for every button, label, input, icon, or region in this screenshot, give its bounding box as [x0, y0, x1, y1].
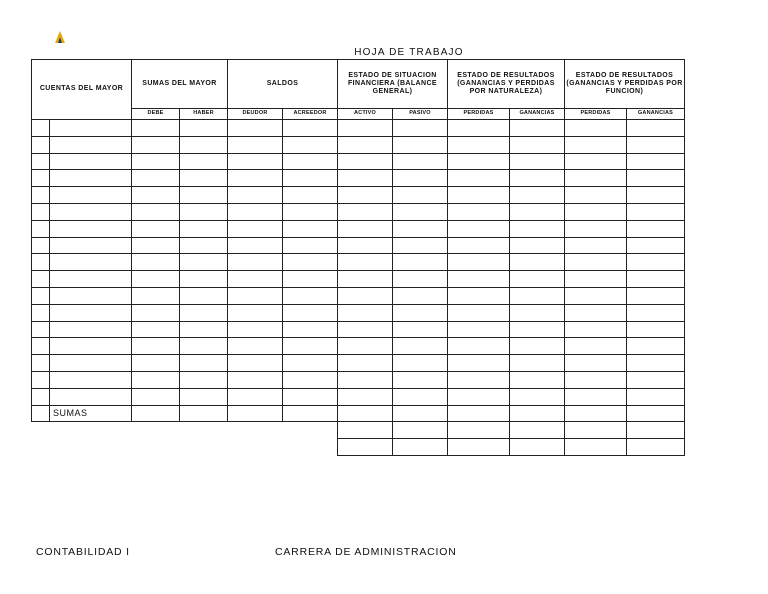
empty-space: [32, 439, 50, 456]
subheader-acreedor: ACREEDOR: [283, 109, 338, 120]
table-cell[interactable]: [448, 203, 510, 220]
table-cell[interactable]: [180, 220, 228, 237]
table-cell[interactable]: [510, 271, 565, 288]
table-cell[interactable]: [338, 287, 393, 304]
table-cell[interactable]: [228, 388, 283, 405]
table-cell[interactable]: [228, 304, 283, 321]
table-row: [32, 120, 685, 137]
table-cell[interactable]: [32, 271, 50, 288]
table-cell[interactable]: [627, 220, 685, 237]
empty-space: [180, 422, 228, 439]
table-cell[interactable]: [228, 355, 283, 372]
table-cell[interactable]: [283, 338, 338, 355]
table-cell[interactable]: [627, 287, 685, 304]
table-cell[interactable]: [393, 304, 448, 321]
table-cell[interactable]: [50, 136, 132, 153]
table-cell[interactable]: [565, 220, 627, 237]
empty-space: [50, 439, 132, 456]
table-cell[interactable]: [228, 187, 283, 204]
table-cell[interactable]: [627, 422, 685, 439]
table-cell[interactable]: [627, 388, 685, 405]
table-cell[interactable]: [50, 120, 132, 137]
table-cell[interactable]: [180, 271, 228, 288]
table-cell[interactable]: [228, 405, 283, 422]
table-cell[interactable]: [32, 287, 50, 304]
table-cell[interactable]: [180, 187, 228, 204]
table-cell[interactable]: [565, 153, 627, 170]
empty-space: [132, 422, 180, 439]
table-cell[interactable]: [627, 153, 685, 170]
table-cell[interactable]: [510, 355, 565, 372]
table-cell[interactable]: [448, 187, 510, 204]
table-cell[interactable]: [393, 388, 448, 405]
header-resultados-naturaleza: ESTADO DE RESULTADOS (GANANCIAS Y PERDIDAS POR NATURALEZA): [448, 60, 565, 109]
table-cell[interactable]: [393, 187, 448, 204]
table-cell[interactable]: [132, 220, 180, 237]
table-cell[interactable]: [32, 120, 50, 137]
table-cell[interactable]: [50, 304, 132, 321]
table-cell[interactable]: [50, 153, 132, 170]
table-cell[interactable]: [510, 254, 565, 271]
table-cell[interactable]: [393, 170, 448, 187]
table-cell[interactable]: [565, 120, 627, 137]
table-cell[interactable]: [565, 355, 627, 372]
table-cell[interactable]: [180, 254, 228, 271]
table-cell[interactable]: [393, 237, 448, 254]
table-cell[interactable]: [180, 287, 228, 304]
table-cell[interactable]: [627, 355, 685, 372]
table-cell[interactable]: [338, 371, 393, 388]
table-cell[interactable]: [627, 439, 685, 456]
table-cell[interactable]: [627, 136, 685, 153]
table-cell[interactable]: [32, 220, 50, 237]
table-cell[interactable]: [132, 405, 180, 422]
table-cell[interactable]: [565, 203, 627, 220]
table-cell[interactable]: [283, 170, 338, 187]
table-cell[interactable]: [180, 136, 228, 153]
sumas-row: [32, 405, 685, 422]
header-cuentas: CUENTAS DEL MAYOR: [32, 60, 132, 120]
table-cell[interactable]: [50, 338, 132, 355]
table-cell[interactable]: [627, 120, 685, 137]
table-cell[interactable]: [510, 136, 565, 153]
table-cell[interactable]: [510, 405, 565, 422]
table-row: [32, 153, 685, 170]
table-cell[interactable]: [448, 220, 510, 237]
table-cell[interactable]: [565, 170, 627, 187]
table-row: [32, 170, 685, 187]
table-cell[interactable]: [50, 287, 132, 304]
table-cell[interactable]: [448, 388, 510, 405]
subheader-pasivo: PASIVO: [393, 109, 448, 120]
table-cell[interactable]: [510, 153, 565, 170]
table-cell[interactable]: [50, 203, 132, 220]
table-cell[interactable]: [283, 136, 338, 153]
table-cell[interactable]: [565, 439, 627, 456]
footer-course: CONTABILIDAD I: [36, 546, 130, 558]
table-cell[interactable]: [50, 321, 132, 338]
table-cell[interactable]: [627, 170, 685, 187]
table-cell[interactable]: [283, 287, 338, 304]
table-cell[interactable]: [510, 220, 565, 237]
table-cell[interactable]: [32, 321, 50, 338]
table-cell[interactable]: [448, 271, 510, 288]
table-cell[interactable]: [627, 321, 685, 338]
empty-space: [32, 422, 50, 439]
table-cell[interactable]: [228, 120, 283, 137]
table-cell[interactable]: [228, 287, 283, 304]
table-cell[interactable]: [132, 321, 180, 338]
table-cell[interactable]: [393, 355, 448, 372]
table-cell[interactable]: [50, 187, 132, 204]
table-cell[interactable]: [448, 338, 510, 355]
worksheet-table: [31, 59, 685, 456]
table-cell[interactable]: [32, 388, 50, 405]
table-cell[interactable]: [32, 338, 50, 355]
table-cell[interactable]: [283, 321, 338, 338]
table-cell[interactable]: [283, 254, 338, 271]
document-title: HOJA DE TRABAJO: [354, 47, 464, 58]
table-cell[interactable]: [448, 120, 510, 137]
table-cell[interactable]: [228, 371, 283, 388]
table-cell[interactable]: [565, 388, 627, 405]
table-cell[interactable]: [132, 355, 180, 372]
table-cell[interactable]: [448, 405, 510, 422]
subheader-perdidas-naturaleza: PERDIDAS: [448, 109, 510, 120]
table-cell[interactable]: [627, 405, 685, 422]
table-cell[interactable]: [338, 237, 393, 254]
subheader-debe: DEBE: [132, 109, 180, 120]
table-cell[interactable]: [338, 153, 393, 170]
table-cell[interactable]: [510, 170, 565, 187]
table-cell[interactable]: [180, 371, 228, 388]
table-cell[interactable]: [283, 304, 338, 321]
table-cell[interactable]: [50, 254, 132, 271]
table-row: [32, 271, 685, 288]
table-cell[interactable]: [565, 237, 627, 254]
table-cell[interactable]: [132, 271, 180, 288]
table-cell[interactable]: [283, 371, 338, 388]
table-cell[interactable]: [448, 439, 510, 456]
table-cell[interactable]: [448, 355, 510, 372]
table-cell[interactable]: [510, 338, 565, 355]
table-row: [32, 371, 685, 388]
table-cell[interactable]: [283, 203, 338, 220]
table-cell[interactable]: [32, 371, 50, 388]
table-cell[interactable]: [132, 388, 180, 405]
table-cell[interactable]: [338, 388, 393, 405]
subheader-activo: ACTIVO: [338, 109, 393, 120]
table-row: [32, 388, 685, 405]
table-cell[interactable]: [180, 388, 228, 405]
table-cell[interactable]: [510, 388, 565, 405]
subheader-ganancias-naturaleza: GANANCIAS: [510, 109, 565, 120]
table-cell[interactable]: [228, 170, 283, 187]
subheader-perdidas-funcion: PERDIDAS: [565, 109, 627, 120]
table-cell[interactable]: [228, 237, 283, 254]
table-cell[interactable]: [132, 120, 180, 137]
table-cell[interactable]: [283, 153, 338, 170]
table-cell[interactable]: [132, 304, 180, 321]
table-cell[interactable]: [283, 388, 338, 405]
empty-space: [283, 422, 338, 439]
table-cell[interactable]: [32, 203, 50, 220]
table-cell[interactable]: [627, 371, 685, 388]
table-row: [32, 220, 685, 237]
table-cell[interactable]: [338, 220, 393, 237]
table-cell[interactable]: [338, 422, 393, 439]
table-row: [32, 338, 685, 355]
table-cell[interactable]: [132, 136, 180, 153]
table-cell[interactable]: [565, 187, 627, 204]
empty-space: [180, 439, 228, 456]
table-cell[interactable]: [180, 237, 228, 254]
table-cell[interactable]: [132, 170, 180, 187]
table-cell[interactable]: [393, 338, 448, 355]
table-cell[interactable]: [283, 237, 338, 254]
table-cell[interactable]: [393, 371, 448, 388]
table-cell[interactable]: [32, 405, 50, 422]
table-cell[interactable]: [393, 439, 448, 456]
table-cell[interactable]: [565, 304, 627, 321]
table-cell[interactable]: [565, 422, 627, 439]
table-cell[interactable]: [565, 371, 627, 388]
table-cell[interactable]: [565, 136, 627, 153]
table-cell[interactable]: [565, 321, 627, 338]
table-cell[interactable]: [132, 187, 180, 204]
table-cell[interactable]: [565, 254, 627, 271]
subheader-deudor: DEUDOR: [228, 109, 283, 120]
table-cell[interactable]: [627, 304, 685, 321]
table-cell[interactable]: [627, 254, 685, 271]
subheader-haber: HABER: [180, 109, 228, 120]
table-cell[interactable]: [32, 237, 50, 254]
table-cell[interactable]: [50, 271, 132, 288]
footer-career: CARRERA DE ADMINISTRACION: [275, 546, 457, 558]
table-cell[interactable]: [338, 304, 393, 321]
table-cell[interactable]: [510, 304, 565, 321]
table-cell[interactable]: [50, 371, 132, 388]
table-cell[interactable]: [132, 338, 180, 355]
table-cell[interactable]: [338, 355, 393, 372]
table-row: [32, 187, 685, 204]
table-cell[interactable]: [448, 371, 510, 388]
table-cell[interactable]: [510, 287, 565, 304]
table-cell[interactable]: [393, 254, 448, 271]
header-sumas: SUMAS DEL MAYOR: [132, 60, 228, 109]
table-row: [32, 321, 685, 338]
table-cell[interactable]: [283, 187, 338, 204]
table-cell[interactable]: [448, 422, 510, 439]
table-cell[interactable]: [283, 355, 338, 372]
table-cell[interactable]: [448, 237, 510, 254]
table-cell[interactable]: [228, 136, 283, 153]
table-cell[interactable]: [32, 304, 50, 321]
table-cell[interactable]: [32, 136, 50, 153]
table-cell[interactable]: [283, 120, 338, 137]
totals-row: [32, 439, 685, 456]
table-cell[interactable]: [180, 355, 228, 372]
table-cell[interactable]: [338, 187, 393, 204]
table-cell[interactable]: [132, 237, 180, 254]
empty-space: [228, 439, 283, 456]
table-cell[interactable]: [228, 254, 283, 271]
table-cell[interactable]: [338, 405, 393, 422]
table-cell[interactable]: [448, 287, 510, 304]
table-cell[interactable]: [510, 371, 565, 388]
totals-row: [32, 422, 685, 439]
table-cell[interactable]: [393, 271, 448, 288]
table-row: [32, 203, 685, 220]
table-cell[interactable]: [565, 287, 627, 304]
table-cell[interactable]: [132, 254, 180, 271]
table-cell[interactable]: [50, 220, 132, 237]
table-cell[interactable]: [283, 271, 338, 288]
table-cell[interactable]: [180, 338, 228, 355]
table-cell[interactable]: [50, 355, 132, 372]
empty-space: [283, 439, 338, 456]
empty-space: [132, 439, 180, 456]
table-cell[interactable]: [510, 439, 565, 456]
table-cell[interactable]: [180, 321, 228, 338]
header-saldos: SALDOS: [228, 60, 338, 109]
table-cell[interactable]: [448, 136, 510, 153]
table-cell[interactable]: [627, 237, 685, 254]
table-cell[interactable]: [283, 405, 338, 422]
table-cell[interactable]: [228, 338, 283, 355]
table-cell[interactable]: [180, 170, 228, 187]
table-cell[interactable]: [32, 254, 50, 271]
table-cell[interactable]: [393, 422, 448, 439]
table-cell[interactable]: [180, 203, 228, 220]
table-row: [32, 136, 685, 153]
table-cell[interactable]: [393, 203, 448, 220]
table-cell[interactable]: [338, 254, 393, 271]
header-row: [32, 60, 685, 109]
table-cell[interactable]: [565, 338, 627, 355]
table-cell[interactable]: [132, 203, 180, 220]
table-cell[interactable]: [627, 203, 685, 220]
table-cell[interactable]: [393, 153, 448, 170]
table-cell[interactable]: [627, 271, 685, 288]
table-cell[interactable]: [338, 203, 393, 220]
table-row: [32, 304, 685, 321]
table-cell[interactable]: [338, 439, 393, 456]
table-cell[interactable]: [32, 153, 50, 170]
table-cell[interactable]: [180, 153, 228, 170]
empty-space: [228, 422, 283, 439]
table-cell[interactable]: [338, 120, 393, 137]
table-cell[interactable]: [627, 187, 685, 204]
table-cell[interactable]: [338, 271, 393, 288]
table-cell[interactable]: [393, 321, 448, 338]
sumas-label: SUMAS: [50, 405, 132, 422]
header-situacion: ESTADO DE SITUACION FINANCIERA (BALANCE GENERAL): [338, 60, 448, 109]
table-cell[interactable]: [448, 170, 510, 187]
table-cell[interactable]: [448, 304, 510, 321]
table-cell[interactable]: [32, 187, 50, 204]
triangle-logo-icon: [54, 30, 66, 44]
table-cell[interactable]: [338, 338, 393, 355]
table-cell[interactable]: [565, 405, 627, 422]
table-cell[interactable]: [32, 170, 50, 187]
table-cell[interactable]: [283, 220, 338, 237]
table-cell[interactable]: [510, 422, 565, 439]
table-cell[interactable]: [228, 153, 283, 170]
empty-space: [50, 422, 132, 439]
header-resultados-funcion: ESTADO DE RESULTADOS (GANANCIAS Y PERDIDAS POR FUNCION): [565, 60, 685, 109]
table-cell[interactable]: [510, 120, 565, 137]
table-cell[interactable]: [393, 220, 448, 237]
table-cell[interactable]: [132, 287, 180, 304]
table-cell[interactable]: [32, 355, 50, 372]
table-cell[interactable]: [565, 271, 627, 288]
table-cell[interactable]: [180, 120, 228, 137]
table-cell[interactable]: [50, 170, 132, 187]
table-cell[interactable]: [627, 338, 685, 355]
table-cell[interactable]: [510, 187, 565, 204]
table-cell[interactable]: [510, 321, 565, 338]
table-cell[interactable]: [228, 321, 283, 338]
table-cell[interactable]: [228, 271, 283, 288]
table-cell[interactable]: [180, 405, 228, 422]
subheader-ganancias-funcion: GANANCIAS: [627, 109, 685, 120]
table-cell[interactable]: [132, 371, 180, 388]
table-cell[interactable]: [448, 153, 510, 170]
table-cell[interactable]: [448, 321, 510, 338]
table-cell[interactable]: [510, 237, 565, 254]
table-cell[interactable]: [448, 254, 510, 271]
table-cell[interactable]: [510, 203, 565, 220]
table-cell[interactable]: [393, 136, 448, 153]
table-cell[interactable]: [228, 220, 283, 237]
table-cell[interactable]: [228, 203, 283, 220]
table-cell[interactable]: [132, 153, 180, 170]
table-cell[interactable]: [338, 321, 393, 338]
table-cell[interactable]: [50, 237, 132, 254]
table-cell[interactable]: [338, 170, 393, 187]
table-cell[interactable]: [393, 120, 448, 137]
table-row: [32, 287, 685, 304]
table-row: [32, 237, 685, 254]
table-cell[interactable]: [50, 388, 132, 405]
table-row: [32, 254, 685, 271]
table-cell[interactable]: [393, 287, 448, 304]
table-cell[interactable]: [338, 136, 393, 153]
table-row: [32, 355, 685, 372]
table-cell[interactable]: [180, 304, 228, 321]
table-cell[interactable]: [393, 405, 448, 422]
